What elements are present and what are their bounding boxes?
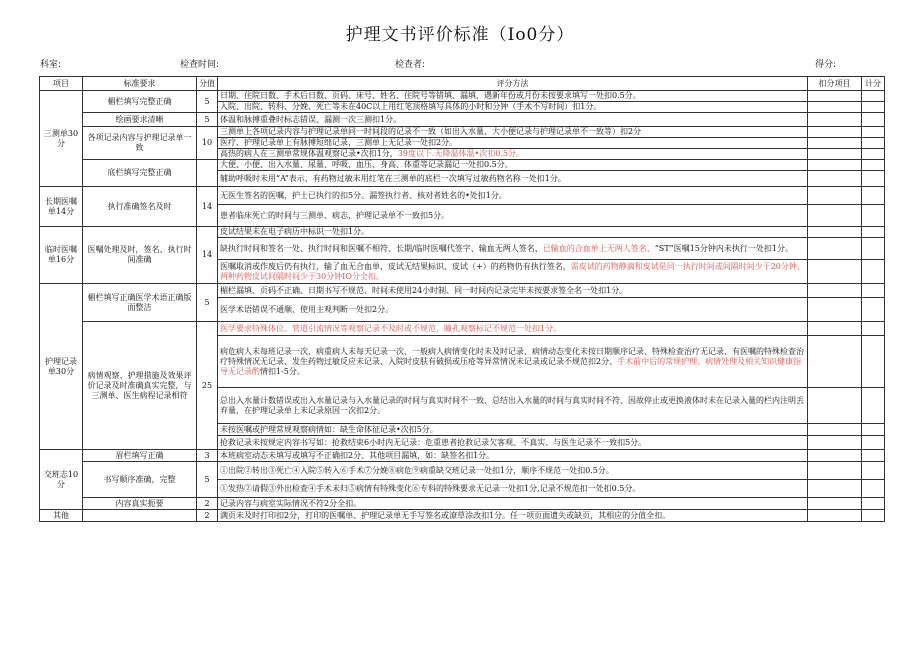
table-row xyxy=(40,160,885,171)
method-text: 楣栏漏填、页码不正确、日期书写不规范、时间未使用24小时制、同一时间内记录完毕未按要求签全名一处扣1分。 xyxy=(220,285,628,295)
method-text: 医疗、护理记录单上有脉搏短绌记录，三测单上无记录一处扣2分。 xyxy=(220,138,458,147)
checker-label: 检查者: xyxy=(395,60,426,70)
scoring-method xyxy=(218,450,808,462)
deduction-cell[interactable] xyxy=(808,388,862,424)
method-text: 本班病室动态未填写或填写不正确扣2分、其他项目漏填，如：缺签名扣1分。 xyxy=(220,450,495,460)
table-row xyxy=(40,462,885,480)
total-cell[interactable] xyxy=(862,238,885,260)
standard-requirement: 楣栏填写正确医学术语正确版面整洁 xyxy=(83,284,197,322)
score-value: 2 xyxy=(197,498,218,510)
scoring-method xyxy=(218,436,808,450)
method-text: ①发热②请假③外出检查④手术未归⑤病情有特殊变化⑥专科的特殊要求无记录一处扣1分,记录不规范扣一处扣0.5分。 xyxy=(220,483,641,493)
score-value: 3 xyxy=(197,450,218,462)
standard-requirement: 绘画要求清晰 xyxy=(83,113,197,127)
method-text: 总出入水量计数错误或出入水量记录与入水量记录的时间与真实时间不一致、总结出入水量的时间与真实时间不符、因故停止或更换液体时未在记录入量的栏内注明丢弃量，在护理记录单上未记录原因一次扣2分。 xyxy=(220,395,804,415)
scoring-method xyxy=(218,102,808,113)
total-cell[interactable] xyxy=(862,498,885,510)
standard-requirement: 眉栏填写正确 xyxy=(83,450,197,462)
deduction-cell[interactable] xyxy=(808,227,862,238)
method-text: 病危病人未每班记录一次、病重病人未每天记录一次、一般病人病情变化时未及时记录、病情动态变化未按日期顺序记录、特殊检查治疗无记录、有医嘱的特殊检查治疗特殊情况无记录、发生药物过敏反应未记录、入院时皮肤有破损或压疮等异常情况未记录或记录不规范扣2分、 xyxy=(220,346,804,366)
method-text: 医嘱取消或作废后仍有执行，输了血无合血单，皮试无结果标识、皮试（+）的药物仍有执行签名， xyxy=(220,261,571,271)
deduction-cell[interactable] xyxy=(808,102,862,113)
total-cell[interactable] xyxy=(862,227,885,238)
total-cell[interactable] xyxy=(862,138,885,149)
deduction-cell[interactable] xyxy=(808,205,862,227)
method-text: 满页未及时打印扣2分，打印的医嘱单、护理记录单无手写签名或潦草涂改扣1分。任一项页面遗失或缺页，其相应的分值全扣。 xyxy=(220,510,671,520)
page-title: 护理文书评价标准（Io0分） xyxy=(345,25,575,45)
score-value: 14 xyxy=(197,187,218,227)
total-cell[interactable] xyxy=(862,436,885,450)
score-value: 5 xyxy=(197,91,218,113)
total-cell[interactable] xyxy=(862,113,885,127)
deduction-cell[interactable] xyxy=(808,160,862,171)
scoring-method xyxy=(218,424,808,436)
deduction-cell[interactable] xyxy=(808,498,862,510)
method-text: “ST”医嘱15分钟内未执行一处扣1分。 xyxy=(654,243,793,253)
scoring-method xyxy=(218,187,808,205)
score-value: 14 xyxy=(197,227,218,284)
scoring-method xyxy=(218,298,808,322)
total-cell[interactable] xyxy=(862,91,885,102)
standard-requirement: 执行准确签名及时 xyxy=(83,187,197,227)
header-deduct: 扣分项目 xyxy=(808,77,862,91)
standard-requirement: 各项记录内容与护理记录单一致 xyxy=(83,127,197,160)
scoring-method xyxy=(218,322,808,336)
scoring-method xyxy=(218,498,808,510)
scoring-method xyxy=(218,480,808,498)
table-row xyxy=(40,187,885,205)
method-text: 患者临床死亡的时间与三测单、病志、护理记录单不一致扣5分。 xyxy=(220,210,450,220)
deduction-cell[interactable] xyxy=(808,187,862,205)
method-text: 皮试结果未在电子病历中标识一处扣1分。 xyxy=(220,227,370,236)
standard-requirement: 病情观察、护理措施及效果评价记录及时准确真实完整，与三测单、医生病程记录相符 xyxy=(83,322,197,450)
score-value: 5 xyxy=(197,113,218,127)
scoring-method xyxy=(218,260,808,284)
method-text: 抢救记录未按规定内容书写如：抢救结束6小时内无记录：危重患者抢救记录欠客观、不真实、与医生记录不一致扣5分。 xyxy=(220,437,647,447)
total-cell[interactable] xyxy=(862,284,885,298)
section-name: 长期医嘱单14分 xyxy=(40,187,83,227)
total-cell[interactable] xyxy=(862,205,885,227)
deduction-cell[interactable] xyxy=(808,91,862,102)
standard-requirement: 内容真实扼要 xyxy=(83,498,197,510)
scoring-method xyxy=(218,462,808,480)
total-cell[interactable] xyxy=(862,298,885,322)
method-text: ①出院②转出③死亡④入院⑤转入⑥手术⑦分娩⑧病危⑨病重缺交班记录一处扣1分，顺序不规范一处扣0.5分。 xyxy=(220,465,614,475)
total-cell[interactable] xyxy=(862,102,885,113)
method-text: 体温和脉搏重叠时标志错误、漏测一次三测扣1分。 xyxy=(220,114,402,124)
table-row xyxy=(40,227,885,238)
highlighted-method-text: 已输血的合血单上无两人签名、 xyxy=(542,243,655,253)
total-cell[interactable] xyxy=(862,462,885,480)
deduction-cell[interactable] xyxy=(808,336,862,388)
score-value: 10 xyxy=(197,127,218,160)
deduction-cell[interactable] xyxy=(808,424,862,436)
deduction-cell[interactable] xyxy=(808,480,862,498)
standard-requirement: 楣栏填写完整正确 xyxy=(83,91,197,113)
table-row xyxy=(40,127,885,138)
deduction-cell[interactable] xyxy=(808,510,862,522)
table-header-row xyxy=(40,77,885,91)
scoring-method xyxy=(218,149,808,160)
scoring-method xyxy=(218,205,808,227)
header-project: 项目 xyxy=(40,77,83,91)
highlighted-method-text: 需皮试的药物静滴和皮试是同一执行时间或间隔时间少于20分钟，两种药物皮试间隔时间少于30分钟IO分全扣。 xyxy=(220,261,805,281)
score-label: 得分: xyxy=(815,60,837,70)
score-value: 5 xyxy=(197,462,218,498)
deduction-cell[interactable] xyxy=(808,113,862,127)
total-cell[interactable] xyxy=(862,127,885,138)
standard-requirement xyxy=(83,510,197,522)
dept-label: 科室: xyxy=(40,60,62,70)
table-row xyxy=(40,91,885,102)
deduction-cell[interactable] xyxy=(808,284,862,298)
header-standard: 标准要求 xyxy=(83,77,197,91)
header-method: 评分方法 xyxy=(218,77,808,91)
scoring-method xyxy=(218,160,808,171)
table-row xyxy=(40,284,885,298)
standard-requirement: 书写顺序准确，完整 xyxy=(83,462,197,498)
total-cell[interactable] xyxy=(862,322,885,336)
method-text: 记录内容与病室实际情况不符2分全扣。 xyxy=(220,498,362,508)
method-text: 辅助呼吸时未用“A”表示、有药物过敏未用红笔在三测单的底栏一次填写过敏药物名称一处扣1分。 xyxy=(220,173,566,183)
deduction-cell[interactable] xyxy=(808,138,862,149)
total-cell[interactable] xyxy=(862,260,885,284)
total-cell[interactable] xyxy=(862,160,885,171)
deduction-cell[interactable] xyxy=(808,298,862,322)
scoring-method xyxy=(218,171,808,187)
score-value: 25 xyxy=(197,322,218,450)
section-name: 护理记录单30分 xyxy=(40,284,83,450)
section-name: 三测单30分 xyxy=(40,91,83,187)
method-text: 缺执行时间和签名一处、执行时间和医嘱不相符、长期/临时医嘱代签字、输血无两人签名、 xyxy=(220,243,543,253)
table-row xyxy=(40,498,885,510)
total-cell[interactable] xyxy=(862,388,885,424)
scoring-method xyxy=(218,113,808,127)
scoring-method xyxy=(218,284,808,298)
deduction-cell[interactable] xyxy=(808,436,862,450)
highlighted-method-text: 手术前中后的常规护理、病情处理及相关知识健康指导无记录酌 xyxy=(220,356,802,376)
method-text: 入院、出院、转科、分娩、死亡等未在40C以上用红笔顶格填写具体的小时和分钟（手术不写时间）扣1分。 xyxy=(220,102,602,111)
section-name: 其他 xyxy=(40,510,83,522)
table-row xyxy=(40,322,885,336)
evaluation-table xyxy=(39,76,885,522)
header-total: 计分 xyxy=(862,77,885,91)
scoring-method xyxy=(218,138,808,149)
total-cell[interactable] xyxy=(862,187,885,205)
highlighted-method-text: 医学要求特殊体位、管道引流情况等观察记录不及时或不规范，瞳孔观察标记不规范一处扣1分。 xyxy=(220,323,562,333)
scoring-method xyxy=(218,510,808,522)
score-value: 2 xyxy=(197,510,218,522)
deduction-cell[interactable] xyxy=(808,127,862,138)
scoring-method xyxy=(218,127,808,138)
info-bar xyxy=(40,57,880,71)
scoring-method xyxy=(218,388,808,424)
method-text: 无医生签名的医嘱，护士已执行的扣5分。漏签执行者、核对者姓名的•处扣1分。 xyxy=(220,190,507,200)
total-cell[interactable] xyxy=(862,336,885,388)
deduction-cell[interactable] xyxy=(808,171,862,187)
deduction-cell[interactable] xyxy=(808,149,862,160)
score-value xyxy=(197,160,218,187)
method-text: 三测单上各项记录内容与护理记录单同一时间段的记录不一致（如出入水量、大小便记录与护理记录单不一致等）扣2分 xyxy=(220,127,642,136)
standard-requirement: 医嘱处理及时，签名、执行时间准确 xyxy=(83,227,197,284)
total-cell[interactable] xyxy=(862,171,885,187)
method-text: 大便、小便、出入水量、尿量、呼吸、血压、身高、体重等记录漏记一处扣0.5分。 xyxy=(220,160,513,169)
header-score: 分值 xyxy=(197,77,218,91)
check-time-label: 检查时间: xyxy=(180,60,220,70)
scoring-method xyxy=(218,336,808,388)
method-text: 医学术语错误不通顺、使用主观判断一处扣2分。 xyxy=(220,304,394,314)
section-name: 临时医嘱单16分 xyxy=(40,227,83,284)
table-row xyxy=(40,113,885,127)
standard-requirement: 底栏填写完整正确 xyxy=(83,160,197,187)
deduction-cell[interactable] xyxy=(808,260,862,284)
scoring-method xyxy=(218,227,808,238)
total-cell[interactable] xyxy=(862,424,885,436)
scoring-method xyxy=(218,238,808,260)
total-cell[interactable] xyxy=(862,149,885,160)
method-text: 高热的病人在三测单常规体温观察记录•次扣1分， xyxy=(220,149,398,158)
highlighted-method-text: 39度以下.无降温体温•次扣0.5分。 xyxy=(397,149,524,158)
table-row xyxy=(40,450,885,462)
deduction-cell[interactable] xyxy=(808,322,862,336)
method-text: 日期、住院日数、手术后日数、页码、床号、姓名、住院号等错填、漏填，遇新年份或月份未按要求填写一处扣0.5分。 xyxy=(220,91,641,100)
method-text: 未按医嘱或护理常规观察病情如：缺生命体征记录•次扣5分。 xyxy=(220,424,438,434)
total-cell[interactable] xyxy=(862,450,885,462)
score-value: 5 xyxy=(197,284,218,322)
total-cell[interactable] xyxy=(862,510,885,522)
section-name: 交班志10分 xyxy=(40,450,83,510)
table-row xyxy=(40,510,885,522)
table-body xyxy=(40,91,885,522)
scoring-method xyxy=(218,91,808,102)
deduction-cell[interactable] xyxy=(808,462,862,480)
deduction-cell[interactable] xyxy=(808,238,862,260)
total-cell[interactable] xyxy=(862,480,885,498)
method-text: 情扣1-5分。 xyxy=(260,366,305,376)
deduction-cell[interactable] xyxy=(808,450,862,462)
